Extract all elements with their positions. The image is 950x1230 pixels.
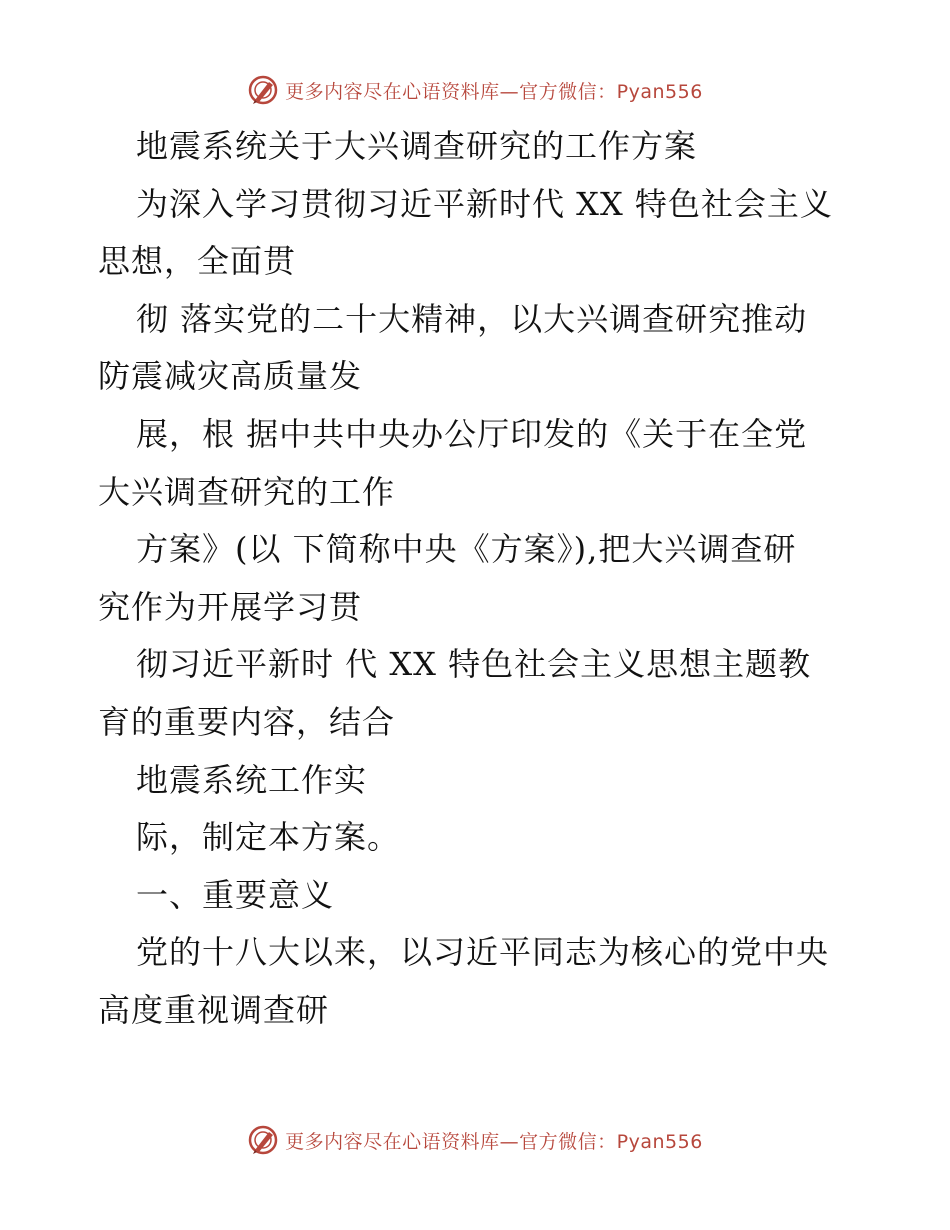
paragraph-line: 方案》(以 下简称中央《方案》),把大兴调查研 [136, 530, 797, 569]
header-banner [0, 70, 950, 110]
footer-banner [0, 1120, 950, 1160]
red-pen-logo-icon [247, 1124, 279, 1156]
document-body [98, 118, 868, 1040]
paragraph-line: 思想，全面贯 [98, 242, 297, 281]
paragraph-line: 党的十八大以来，以习近平同志为核心的党中央 [136, 933, 830, 972]
paragraph-line: 际，制定本方案。 [136, 818, 401, 857]
paragraph-line: 展，根 据中共中央办公厅印发的《关于在全党 [136, 414, 808, 453]
paragraph-line: 地震系统工作实 [136, 760, 368, 799]
footer-banner-text: 更多内容尽在心语资料库—官方微信：Pyan556 [285, 1130, 703, 1153]
section-heading: 一、重要意义 [136, 875, 335, 914]
document-title: 地震系统关于大兴调查研究的工作方案 [136, 127, 698, 165]
paragraph-line: 为深入学习贯彻习近平新时代 XX 特色社会主义 [136, 184, 833, 223]
paragraph-line: 防震减灾高质量发 [98, 357, 363, 396]
red-pen-logo-icon [247, 74, 279, 106]
paragraph-line: 彻习近平新时 代 XX 特色社会主义思想主题教 [136, 645, 812, 684]
paragraph-line: 究作为开展学习贯 [98, 587, 363, 626]
header-banner-text: 更多内容尽在心语资料库—官方微信：Pyan556 [285, 80, 703, 103]
paragraph-line: 育的重要内容，结合 [98, 702, 396, 741]
paragraph-line: 高度重视调查研 [98, 990, 330, 1029]
paragraph-line: 大兴调查研究的工作 [98, 472, 396, 511]
paragraph-line: 彻 落实党的二十大精神，以大兴调查研究推动 [136, 299, 808, 338]
